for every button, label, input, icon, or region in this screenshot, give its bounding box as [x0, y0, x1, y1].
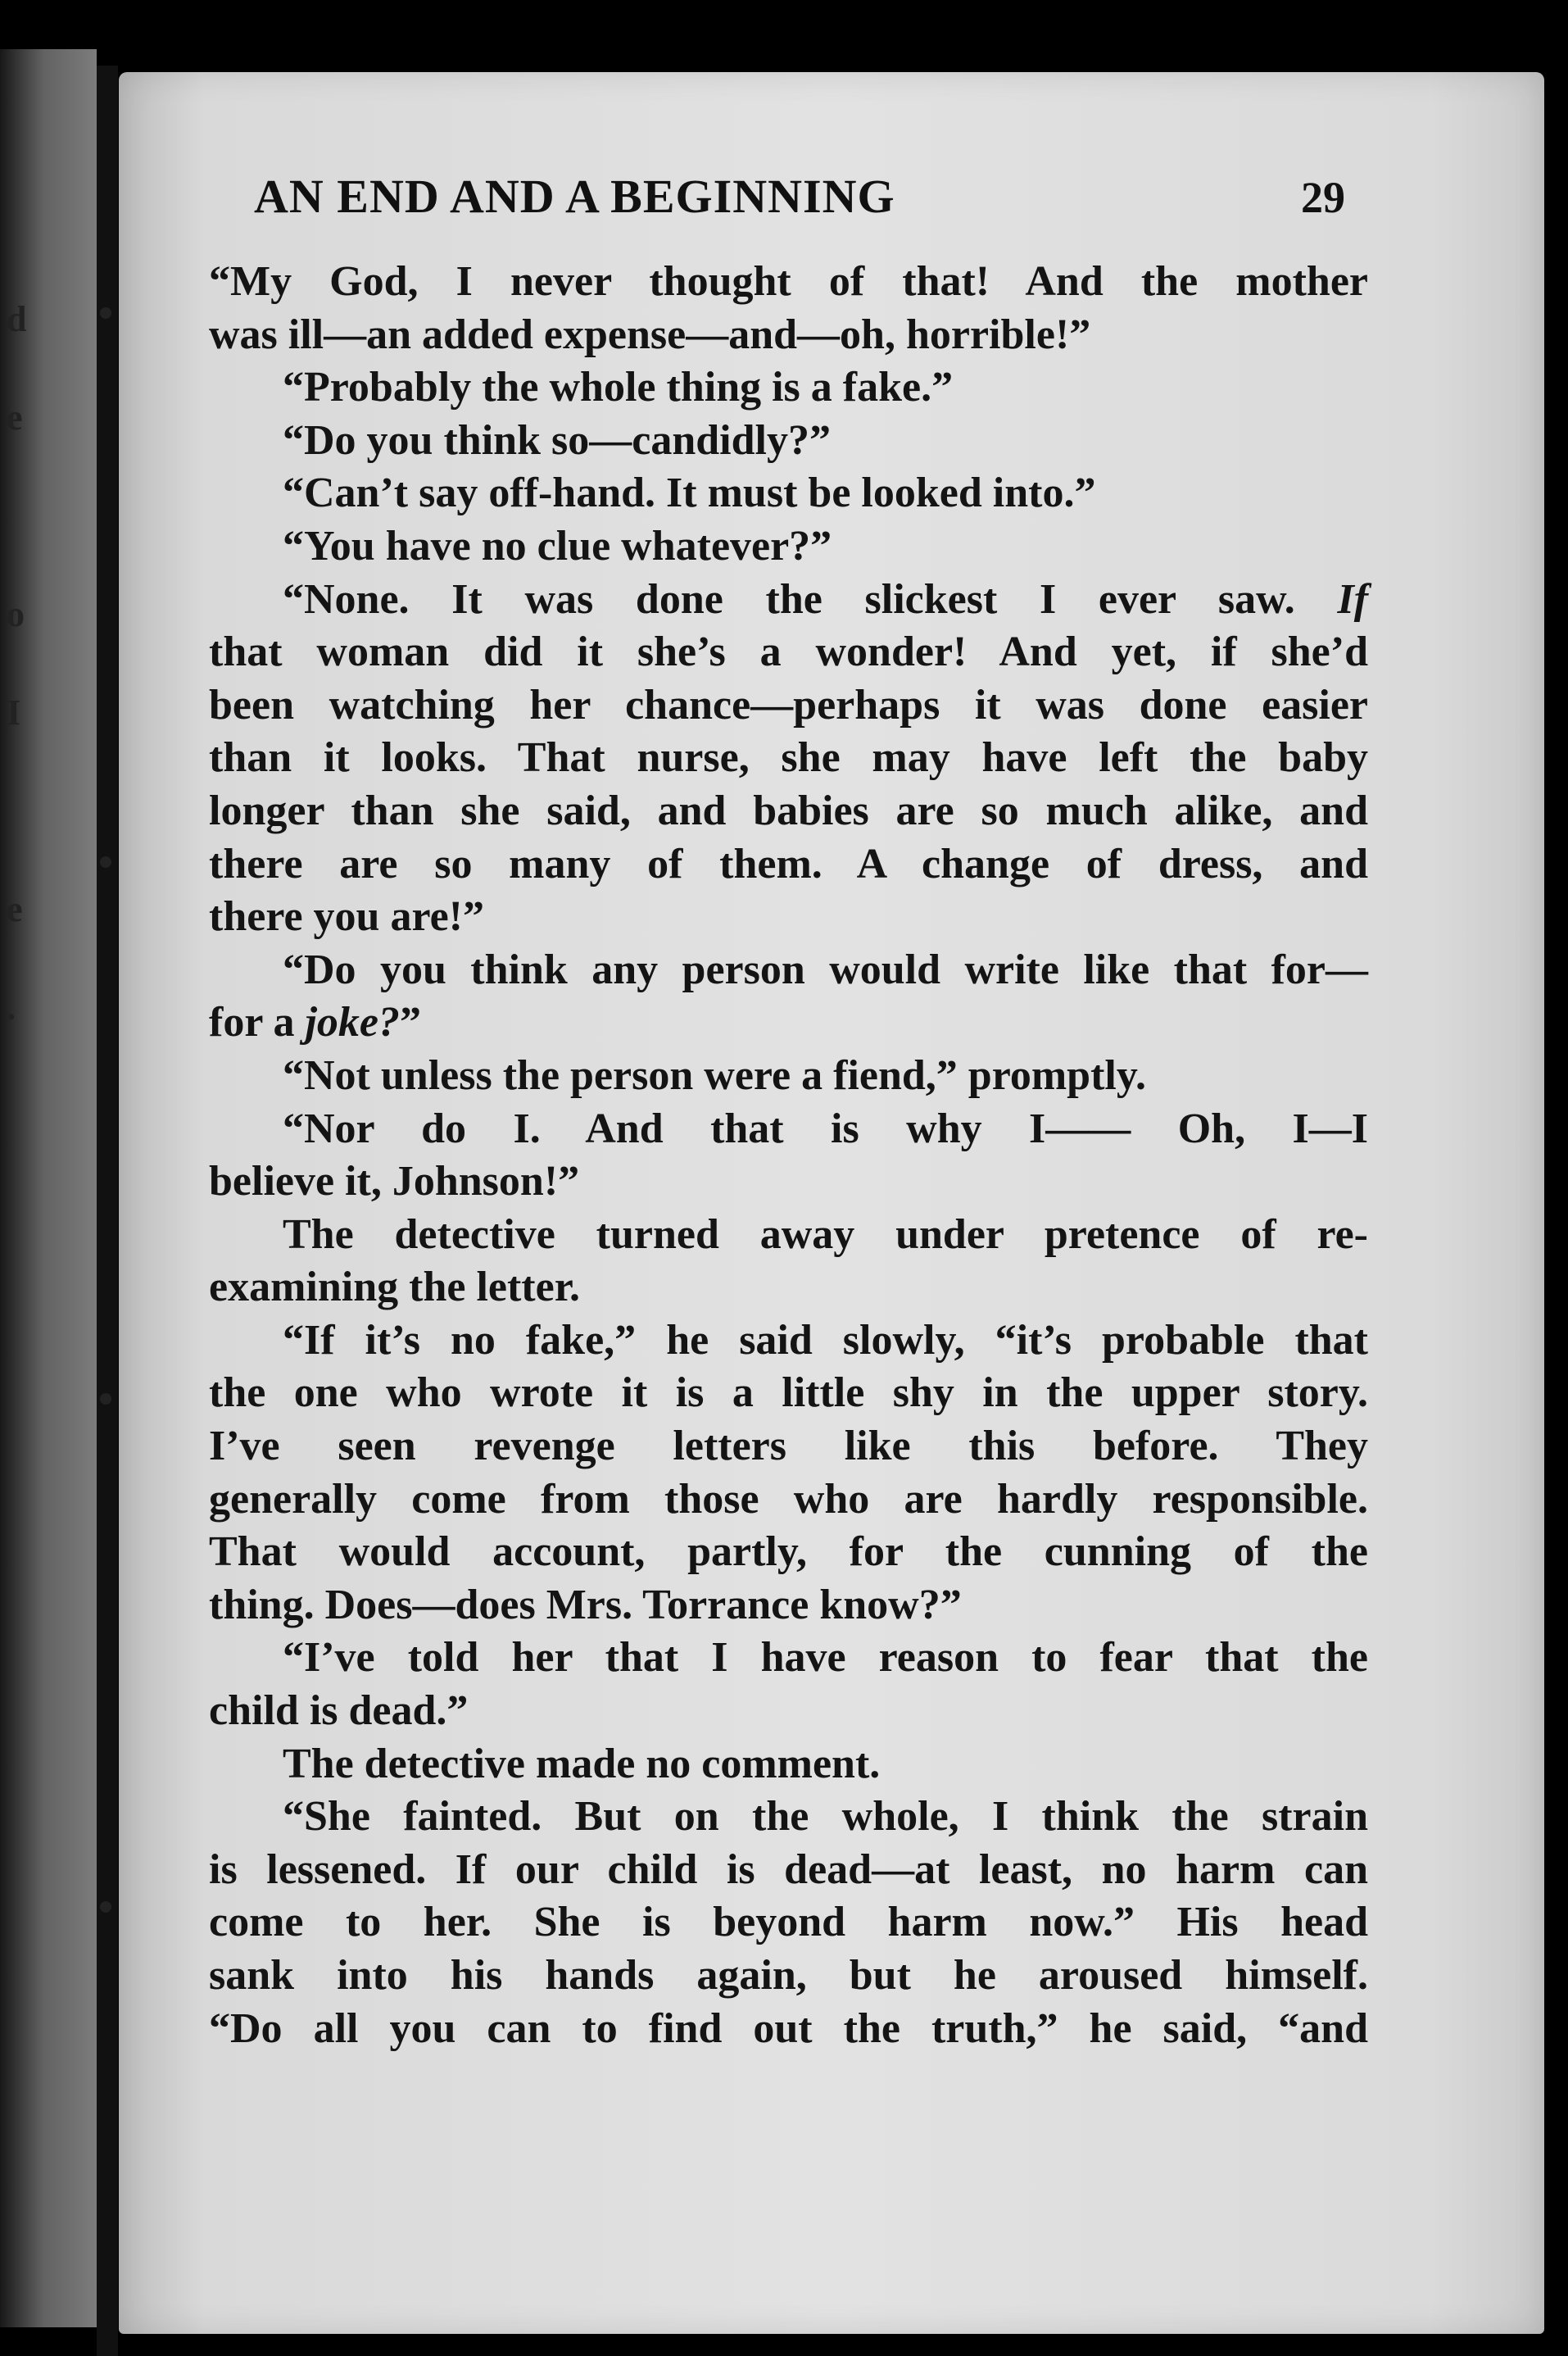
text-run: “None. It was done the slickest I ever saw. — [283, 575, 1295, 623]
text-line: The detective made no comment. — [283, 1740, 881, 1787]
text-line: “Probably the whole thing is a fake.” — [283, 364, 954, 411]
text-line: been watching her chance—perhaps it was done easier — [209, 681, 1368, 729]
text-run: for a — [209, 999, 295, 1046]
text-line: “Do all you can to find out the truth,” he said, “and — [209, 2004, 1368, 2052]
text-line: “You have no clue whatever?” — [283, 522, 832, 570]
binding-hole — [100, 856, 111, 868]
text-line: thing. Does—does Mrs. Torrance know?” — [209, 1581, 962, 1628]
text-line: believe it, Johnson!” — [209, 1158, 580, 1205]
text-line — [209, 574, 1368, 627]
previous-page-glyph: d — [7, 299, 27, 339]
text-line: the one who wrote it is a little shy in the upper story. — [209, 1369, 1368, 1417]
text-line: “Nor do I. And that is why I—— Oh, I—I — [283, 1105, 1368, 1152]
text-line: was ill—an added expense—and—oh, horrible!” — [209, 311, 1091, 358]
text-line: I’ve seen revenge letters like this before. They — [209, 1423, 1368, 1470]
binding-hole — [100, 1393, 111, 1405]
previous-page-glyph: o — [7, 594, 25, 634]
previous-page-glyph: . — [7, 987, 16, 1028]
page-number: 29 — [1301, 173, 1345, 222]
text-line: That would account, partly, for the cunning of the — [209, 1528, 1368, 1576]
running-head: AN END AND A BEGINNING — [254, 170, 895, 223]
previous-page-fragments — [7, 270, 31, 1057]
text-line: there are so many of them. A change of dress, and — [209, 840, 1368, 887]
text-line: “I’ve told her that I have reason to fear that the — [283, 1634, 1368, 1682]
text-line: examining the letter. — [209, 1264, 580, 1311]
text-line: “My God, I never thought of that! And the mother — [209, 258, 1368, 305]
body-text — [209, 256, 1368, 2055]
previous-page-glyph: e — [7, 889, 23, 929]
previous-page-glyph: I — [7, 692, 21, 733]
text-line: come to her. She is beyond harm now.” His head — [209, 1899, 1368, 1946]
text-line: “She fainted. But on the whole, I think the strain — [283, 1793, 1368, 1841]
text-line: The detective turned away under pretence of re- — [283, 1210, 1368, 1258]
text-line — [209, 996, 1368, 1050]
text-line: that woman did it she’s a wonder! And yet, if she’d — [209, 629, 1368, 676]
text-line: “If it’s no fake,” he said slowly, “it’s probable that — [283, 1316, 1368, 1364]
binding-hole — [100, 1901, 111, 1913]
text-line: longer than she said, and babies are so much alike, and — [209, 787, 1368, 834]
text-line: “Do you think any person would write like that for— — [283, 946, 1368, 993]
text-line: is lessened. If our child is dead—at least, no harm can — [209, 1845, 1368, 1893]
text-line: “Not unless the person were a fiend,” promptly. — [283, 1051, 1146, 1099]
text-line: “Can’t say off-hand. It must be looked into.” — [283, 470, 1096, 517]
text-line: than it looks. That nurse, she may have left the baby — [209, 734, 1368, 782]
previous-page-glyph: e — [7, 397, 23, 438]
text-line: child is dead.” — [209, 1687, 469, 1735]
text-line: “Do you think so—candidly?” — [283, 416, 831, 464]
text-line: there you are!” — [209, 893, 484, 941]
emphasis-run: joke? — [305, 999, 400, 1046]
text-run: ” — [400, 999, 421, 1046]
text-line: sank into his hands again, but he aroused himself. — [209, 1952, 1368, 1999]
emphasis-run: If — [1337, 575, 1369, 623]
book-gutter — [97, 66, 118, 2356]
previous-page-glyph — [7, 762, 31, 860]
binding-hole — [100, 307, 111, 319]
text-line: generally come from those who are hardly responsible. — [209, 1475, 1368, 1523]
previous-page-glyph — [7, 467, 31, 565]
